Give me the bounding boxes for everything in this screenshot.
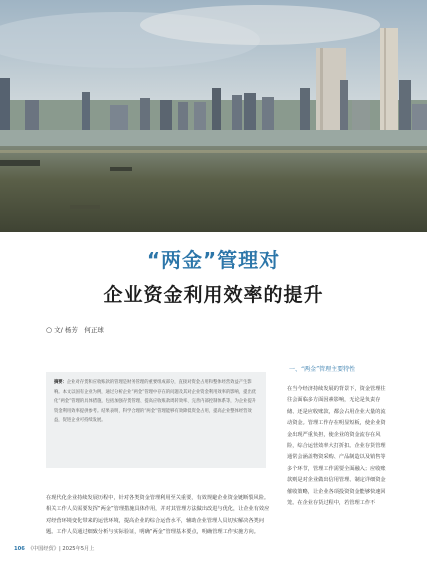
right-column-paragraph: 在当今经济持续发展的背景下，资金管理往往会面临多方面因素影响，无论是负责存储、还是应收账款，都会占用企业大量的流动资金。管理工作存在明显短板，使企业资金出现严重负担，使企业的资金流存在风险，综合运营效率大打折扣。企业存货管理通常会涵盖物资采购、产品制造以及销售等多个环节，管理工作需要全面融入；应收账款则是对企业做出信用管理、制定详细资金催收策略，让企业各项投资资金能够快速回笼。在企业存货过程中，若管理工作不 [287, 386, 386, 507]
abstract-box [46, 372, 266, 468]
left-column-paragraph: 在现代化企业持续发展历程中，针对各类资金管理利用至关重要，有效规避企业资金链断裂风险。相关工作人员需要发挥“两金”管理措施具体作用，并对其管理方法做出改进与优化，让企业有效应对经营环境变化带来的运营环境，提高企业的综合运营水平，辅助企业管理人员切实解决各类问题。工作人员通过细致分析与实际验证，明确“两金”管理基本要点，明确管理工作实施方向。 [46, 495, 270, 536]
circle-icon: ○ [46, 326, 53, 334]
cover-photo-city-skyline [0, 0, 427, 232]
article-title-line-2: 企业资金利用效率的提升 [103, 284, 324, 306]
left-column-body [46, 493, 270, 539]
section-heading: 一、“两金”管理主要特性 [289, 366, 356, 373]
footer-publication: 《中国经贸》| 2025年5月上 [27, 546, 95, 552]
article-title-line-1: “两金”管理对 [146, 248, 281, 272]
abstract-label: 摘要： [54, 380, 67, 385]
author-byline [46, 325, 104, 334]
right-column-body [287, 384, 387, 509]
abstract-text: 企业对存货和应收账款的管理是财务管理的重要组成部分，直接对资金占用和整体经营效益产生影响。本文以国有企业为例，通过分析企业“两金”管理中存在的问题及其对企业资金利用效率的影响，提出优化“两金”管理的具体措施，包括加强存货管理、提高应收账款周转效率、完善内部控制体系等，为企业提升资金利用效率提供参考。结果表明，科学合理的“两金”管理能够有效降低资金占用，提高企业整体经营效益，促进企业可持续发展。 [54, 380, 257, 424]
page-footer [14, 545, 94, 552]
page-number: 106 [14, 546, 25, 552]
skyline-illustration [0, 0, 427, 232]
author-names: 文/ 杨芳 何正球 [54, 326, 104, 334]
